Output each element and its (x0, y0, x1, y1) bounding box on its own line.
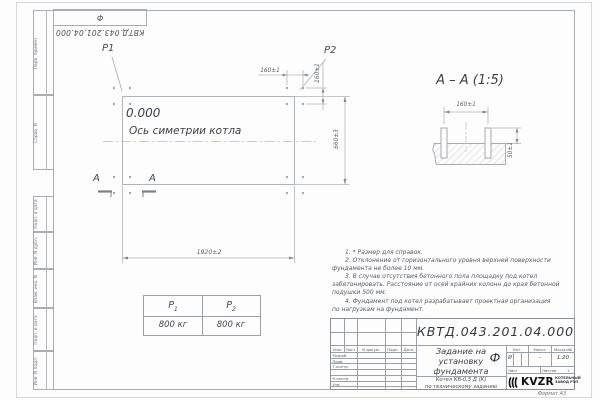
dim-660-lines (295, 97, 351, 185)
col-podp: Подп. (387, 346, 399, 352)
row-t-kontr: Т.контр. (332, 364, 349, 370)
load-table-header-p1: $Р_1$ (168, 300, 178, 313)
lit-label: Лит. (512, 346, 522, 352)
strip-label: Инв. N подл. (34, 356, 39, 385)
mass-label: Масса (533, 346, 546, 352)
point-p1-label: P1 (102, 43, 115, 54)
stamp-text: КВТД.043.201.04.000 Ф (55, 13, 145, 37)
scale-label: Масштаб (553, 346, 573, 352)
row-n-kontr: Н.контр. (332, 375, 350, 381)
load-table (143, 295, 261, 336)
note-line: 4. Фундамент под котел разрабатывает проектная организация (345, 297, 551, 305)
technical-notes (332, 249, 572, 314)
strip-label: Инв. N дубл. (34, 236, 39, 265)
anchor-bolt-points (113, 87, 304, 194)
level-mark: 0.000 (126, 106, 161, 120)
load-table-value-p2: 800 кг (216, 320, 246, 330)
dim-160-horizontal: 160±1 (260, 68, 280, 74)
section-letter-right: А (149, 173, 156, 184)
section-dim-160: 160±1 (456, 102, 476, 108)
sheets-value: 1 (567, 367, 570, 373)
kvzr-logo-text: KVZR (521, 376, 554, 388)
document-subtitle: Котел КВ-0,5 Д (К) по техническому заданию (424, 377, 498, 390)
format-label: Формат А3 (537, 391, 567, 397)
dim-1920: 1920±2 (196, 249, 222, 256)
note-line: 1. * Размер для справок. (345, 249, 423, 256)
sheets-label: Листов (542, 367, 557, 373)
col-izm: Изм. (333, 346, 342, 352)
p1-leader-line (112, 57, 122, 91)
note-line: 3. В случае отсутствия бетонного пола площадку под котел (345, 273, 538, 281)
kvzr-logo (508, 374, 554, 390)
strip-label: Перв. примен. (34, 36, 39, 69)
scale-value: 1:20 (556, 355, 570, 361)
sheet-label: Лист (508, 367, 518, 373)
load-table-header-p2: $Р_2$ (226, 300, 236, 313)
section-letter-left: А (93, 173, 100, 184)
strip-label: Подп. и дата (34, 199, 39, 229)
row-prov: Пров. (332, 358, 344, 364)
strip-label: Взам. инв. N (34, 274, 39, 303)
dim-660: 660±3 (334, 129, 340, 149)
note-line: подушки 500 мм. (332, 289, 387, 297)
section-dim-50: 50±1 (508, 142, 514, 158)
strip-label: Подп. и дата (34, 314, 39, 345)
note-line: фундамента не более 10 мм. (332, 265, 425, 273)
row-utv: Утв. (332, 381, 341, 387)
title-block (330, 318, 581, 390)
title-block-doc-number: КВТД.043.201.04.000 Ф (416, 324, 575, 365)
note-line: 2. Отклонение от горизонтального уровня верхней поверхности (345, 257, 551, 265)
load-table-value-p1: 800 кг (158, 320, 188, 330)
dim-160-vertical: 160±1 (315, 63, 321, 83)
axis-of-symmetry-label: Ось симетрии котла (129, 125, 242, 137)
note-line: забетонировать. Расстояние от осей крайних колонн до края бетонной (332, 281, 560, 289)
note-line: по нагрузкам на фундамент. (332, 305, 425, 313)
kvzr-logo-emblem (508, 376, 521, 389)
anchor-bolt-right (485, 128, 491, 158)
section-dim-160-lines (444, 107, 488, 124)
point-p2-label: P2 (324, 45, 337, 56)
mass-value: – (538, 355, 541, 361)
col-n-dokum: N докум. (362, 346, 380, 352)
strip-label: Справ. N (34, 122, 39, 143)
section-cut-marks (98, 192, 156, 198)
section-title: А – А (1:5) (436, 73, 504, 88)
col-data: Дата (403, 346, 414, 352)
p2-leader-line (300, 59, 326, 90)
anchor-bolt-left (441, 128, 447, 158)
document-title: Задание на установку фундамента (433, 346, 489, 376)
row-razrab: Разраб. (332, 353, 348, 358)
col-list: Лист (345, 346, 356, 352)
company-name: КОТЕЛЬНЫЙ ЗАВОД РЭП (555, 376, 581, 385)
lit-value: И (508, 355, 512, 361)
